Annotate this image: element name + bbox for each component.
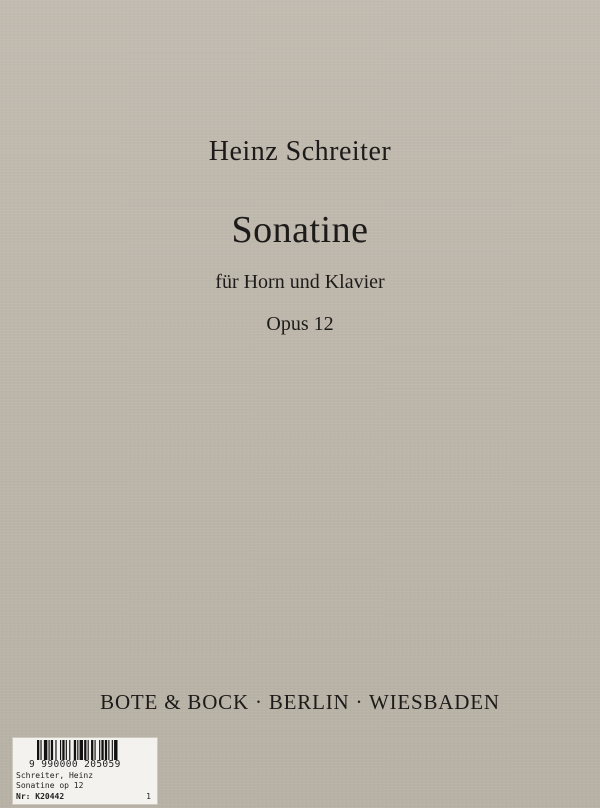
sticker-number: Nr: K20442: [16, 792, 65, 801]
barcode-number: 9 990000 205059: [29, 759, 121, 770]
inventory-sticker: [12, 737, 158, 805]
sticker-composer: Schreiter, Heinz: [16, 771, 94, 780]
barcode-bar: [105, 740, 107, 760]
barcode-bar: [112, 740, 113, 760]
barcode-bar: [66, 740, 67, 760]
composer-name: Heinz Schreiter: [208, 136, 392, 167]
work-title: Sonatine: [231, 209, 369, 251]
barcode-bar: [91, 740, 93, 760]
barcode-bar: [114, 740, 117, 760]
barcode-bar: [44, 740, 47, 760]
barcode-bar: [55, 740, 56, 760]
instrumentation: für Horn und Klavier: [215, 271, 385, 293]
barcode-bar: [37, 740, 39, 760]
opus-number: Opus 12: [266, 313, 334, 335]
barcode-bar: [99, 740, 100, 760]
barcode-bar: [84, 740, 86, 760]
barcode-bar: [95, 740, 96, 760]
barcode-bar: [69, 740, 70, 760]
barcode-icon: [37, 740, 143, 760]
barcode-bar: [62, 740, 64, 760]
barcode-bar: [51, 740, 53, 760]
barcode-bar: [77, 740, 78, 760]
sticker-count: 1: [146, 792, 151, 801]
barcode-bar: [101, 740, 103, 760]
barcode-bar: [108, 740, 109, 760]
barcode-bar: [74, 740, 76, 760]
barcode-bar: [88, 740, 89, 760]
barcode-bar: [60, 740, 61, 760]
barcode-bar: [49, 740, 50, 760]
barcode-bar: [80, 740, 83, 760]
publisher-imprint: BOTE & BOCK · BERLIN · WIESBADEN: [100, 690, 500, 714]
sticker-title: Sonatine op 12: [16, 781, 84, 790]
barcode-bar: [40, 740, 41, 760]
